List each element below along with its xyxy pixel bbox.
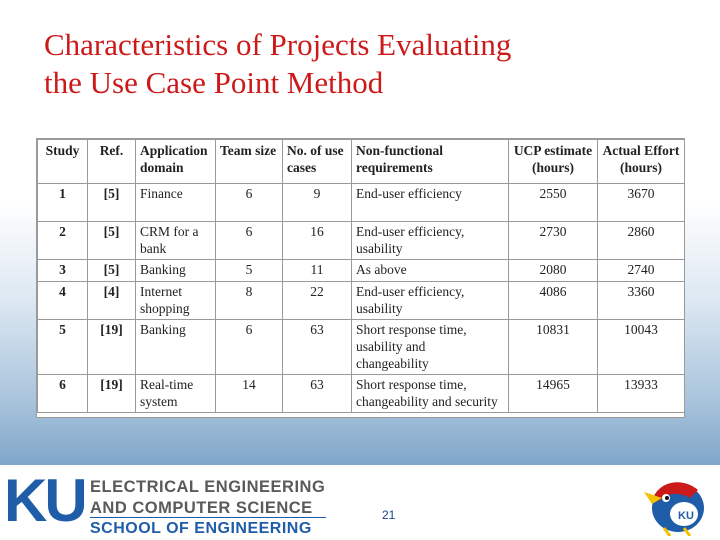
table-row: [38, 222, 685, 260]
cell-team-size: 14: [216, 375, 283, 413]
cell-ucp: 2730: [509, 222, 598, 260]
projects-table-container: [36, 138, 685, 418]
cell-nonfunctional: End-user efficiency, usability: [352, 282, 509, 320]
cell-ref: [4]: [88, 282, 136, 320]
cell-team-size: 5: [216, 260, 283, 282]
cell-nonfunctional: As above: [352, 260, 509, 282]
cell-use-cases: 16: [283, 222, 352, 260]
cell-domain: Internet shopping: [136, 282, 216, 320]
header-ref: Ref.: [88, 140, 136, 184]
cell-nonfunctional: Short response time, usability and changeability: [352, 320, 509, 375]
cell-actual: 13933: [598, 375, 685, 413]
cell-use-cases: 11: [283, 260, 352, 282]
cell-ucp: 14965: [509, 375, 598, 413]
header-use-cases: No. of use cases: [283, 140, 352, 184]
page-number: 21: [382, 508, 396, 522]
header-actual-effort: Actual Effort (hours): [598, 140, 685, 184]
cell-team-size: 6: [216, 320, 283, 375]
ku-logo: KU: [4, 467, 85, 534]
cell-ucp: 2550: [509, 184, 598, 222]
cell-actual: 10043: [598, 320, 685, 375]
cell-ref: [19]: [88, 375, 136, 413]
table-row: [38, 184, 685, 222]
cell-nonfunctional: End-user efficiency: [352, 184, 509, 222]
dept-divider: [90, 517, 326, 518]
cell-ref: [5]: [88, 222, 136, 260]
title-line-1: Characteristics of Projects Evaluating: [44, 27, 512, 62]
cell-team-size: 8: [216, 282, 283, 320]
cell-use-cases: 22: [283, 282, 352, 320]
cell-nonfunctional: End-user efficiency, usability: [352, 222, 509, 260]
cell-ref: [5]: [88, 184, 136, 222]
table-row: [38, 375, 685, 413]
header-nonfunctional: Non-functional requirements: [352, 140, 509, 184]
cell-use-cases: 63: [283, 320, 352, 375]
cell-domain: Real-time system: [136, 375, 216, 413]
dept-line-1: ELECTRICAL ENGINEERING: [90, 478, 326, 496]
cell-study: 3: [38, 260, 88, 282]
cell-ucp: 2080: [509, 260, 598, 282]
cell-domain: Finance: [136, 184, 216, 222]
cell-study: 4: [38, 282, 88, 320]
cell-study: 2: [38, 222, 88, 260]
header-team-size: Team size: [216, 140, 283, 184]
cell-ref: [5]: [88, 260, 136, 282]
cell-team-size: 6: [216, 184, 283, 222]
dept-line-3: SCHOOL OF ENGINEERING: [90, 520, 312, 537]
cell-actual: 2740: [598, 260, 685, 282]
cell-ucp: 10831: [509, 320, 598, 375]
cell-nonfunctional: Short response time, changeability and security: [352, 375, 509, 413]
cell-team-size: 6: [216, 222, 283, 260]
cell-actual: 3670: [598, 184, 685, 222]
cell-use-cases: 63: [283, 375, 352, 413]
header-ucp-estimate: UCP estimate (hours): [509, 140, 598, 184]
cell-study: 1: [38, 184, 88, 222]
cell-study: 5: [38, 320, 88, 375]
projects-table: [37, 139, 685, 413]
table-header-row: [38, 140, 685, 184]
cell-study: 6: [38, 375, 88, 413]
cell-domain: CRM for a bank: [136, 222, 216, 260]
cell-domain: Banking: [136, 260, 216, 282]
table-row: [38, 260, 685, 282]
cell-use-cases: 9: [283, 184, 352, 222]
cell-ref: [19]: [88, 320, 136, 375]
cell-actual: 2860: [598, 222, 685, 260]
jayhawk-mascot-icon: [640, 474, 712, 536]
header-domain: Application domain: [136, 140, 216, 184]
svg-text:KU: KU: [678, 510, 694, 522]
header-study: Study: [38, 140, 88, 184]
table-row: [38, 282, 685, 320]
cell-actual: 3360: [598, 282, 685, 320]
cell-ucp: 4086: [509, 282, 598, 320]
dept-line-2: AND COMPUTER SCIENCE: [90, 499, 313, 517]
table-row: [38, 320, 685, 375]
cell-domain: Banking: [136, 320, 216, 375]
title-line-2: the Use Case Point Method: [44, 65, 384, 100]
slide-title: [44, 26, 684, 102]
